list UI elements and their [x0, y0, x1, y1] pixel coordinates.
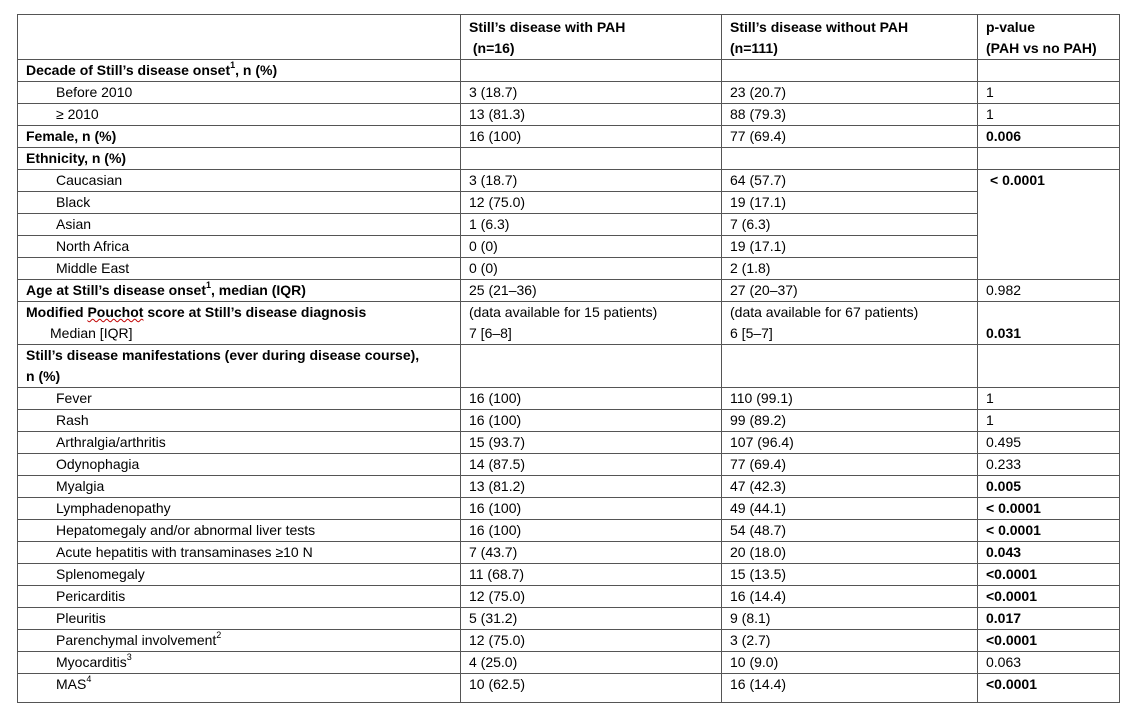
header-row — [18, 15, 1120, 60]
with-pah-value: 13 (81.3) — [461, 104, 722, 126]
ethnicity-section-label: Ethnicity, n (%) — [18, 148, 461, 170]
without-pah-value: 64 (57.7) — [722, 170, 978, 192]
row-label: Myocarditis$^3$ — [18, 652, 461, 674]
with-pah-value: 25 (21–36) — [461, 280, 722, 302]
without-pah-value: 107 (96.4) — [722, 432, 978, 454]
with-pah-value: 5 (31.2) — [461, 608, 722, 630]
with-pah-value: 16 (100) — [461, 410, 722, 432]
with-pah-value: 16 (100) — [461, 520, 722, 542]
p-value: 0.063 — [978, 652, 1120, 674]
row-label: Age at Still’s disease onset$^1$, median (IQR) — [18, 280, 461, 302]
with-pah-value: 0 (0) — [461, 258, 722, 280]
table-row — [18, 258, 1120, 280]
table-row — [18, 82, 1120, 104]
age-row — [18, 280, 1120, 302]
with-pah-value: 3 (18.7) — [461, 170, 722, 192]
header-empty-cell — [18, 15, 461, 60]
pouchot-label — [18, 302, 461, 345]
with-pah-value: 12 (75.0) — [461, 192, 722, 214]
header-without-pah-title: Still’s disease without PAH — [730, 19, 909, 35]
row-label: Arthralgia/arthritis — [18, 432, 461, 454]
header-without-pah — [722, 15, 978, 60]
manifestations-section-label: Still’s disease manifestations (ever during disease course), n (%) — [18, 345, 461, 388]
row-label: MAS$^4$ — [18, 674, 461, 703]
header-p-value — [978, 15, 1120, 60]
decade-section-label: Decade of Still’s disease onset$^1$, n (%) — [18, 60, 461, 82]
without-pah-value: 15 (13.5) — [722, 564, 978, 586]
without-pah-value: 54 (48.7) — [722, 520, 978, 542]
p-value: 1 — [978, 388, 1120, 410]
table-row — [18, 454, 1120, 476]
ethnicity-p-value: < 0.0001 — [978, 170, 1120, 280]
without-pah-value: 88 (79.3) — [722, 104, 978, 126]
header-p-value-sub: (PAH vs no PAH) — [986, 40, 1097, 56]
decade-section-row — [18, 60, 1120, 82]
row-label: Female, n (%) — [18, 126, 461, 148]
ethnicity-section-row — [18, 148, 1120, 170]
p-value: 0.982 — [978, 280, 1120, 302]
p-value: 0.043 — [978, 542, 1120, 564]
pouchot-p-value: 0.031 — [978, 302, 1120, 345]
without-pah-value: 49 (44.1) — [722, 498, 978, 520]
table-container — [17, 14, 1120, 703]
row-label: Pleuritis — [18, 608, 461, 630]
without-pah-value: 10 (9.0) — [722, 652, 978, 674]
empty-cell — [461, 60, 722, 82]
pouchot-sublabel: Median [IQR] — [50, 325, 133, 341]
empty-cell — [978, 60, 1120, 82]
p-value: < 0.0001 — [978, 498, 1120, 520]
p-value: <0.0001 — [978, 564, 1120, 586]
header-with-pah-title: Still’s disease with PAH — [469, 19, 626, 35]
p-value: 0.017 — [978, 608, 1120, 630]
with-pah-value: 3 (18.7) — [461, 82, 722, 104]
empty-cell — [722, 60, 978, 82]
empty-cell — [722, 345, 978, 388]
row-label: ≥ 2010 — [18, 104, 461, 126]
without-pah-value: 9 (8.1) — [722, 608, 978, 630]
row-label: Caucasian — [18, 170, 461, 192]
p-value: 0.005 — [978, 476, 1120, 498]
without-pah-value: 77 (69.4) — [722, 454, 978, 476]
with-pah-value: 7 (43.7) — [461, 542, 722, 564]
table-row — [18, 410, 1120, 432]
table-row — [18, 586, 1120, 608]
without-pah-value: 16 (14.4) — [722, 674, 978, 703]
without-pah-value: 77 (69.4) — [722, 126, 978, 148]
header-with-pah — [461, 15, 722, 60]
header-p-value-title: p-value — [986, 19, 1036, 35]
without-pah-value: 23 (20.7) — [722, 82, 978, 104]
table-row — [18, 564, 1120, 586]
table-row — [18, 542, 1120, 564]
empty-cell — [722, 148, 978, 170]
with-pah-value: 4 (25.0) — [461, 652, 722, 674]
without-pah-value: 16 (14.4) — [722, 586, 978, 608]
without-pah-value: 99 (89.2) — [722, 410, 978, 432]
table-row — [18, 520, 1120, 542]
table-row — [18, 104, 1120, 126]
with-pah-value: 14 (87.5) — [461, 454, 722, 476]
with-pah-value: 11 (68.7) — [461, 564, 722, 586]
empty-cell — [978, 148, 1120, 170]
header-with-pah-n: (n=16) — [469, 40, 515, 56]
row-label: Myalgia — [18, 476, 461, 498]
pouchot-title: Modified Pouchot score at Still’s disease diagnosis — [26, 304, 367, 320]
pouchot-with-pah: (data available for 15 patients) 7 [6–8] — [461, 302, 722, 345]
row-label: Middle East — [18, 258, 461, 280]
header-without-pah-n: (n=111) — [730, 40, 778, 56]
p-value: 0.495 — [978, 432, 1120, 454]
row-label: North Africa — [18, 236, 461, 258]
without-pah-value: 7 (6.3) — [722, 214, 978, 236]
p-value: 0.233 — [978, 454, 1120, 476]
comparison-table — [17, 14, 1120, 703]
p-value: 1 — [978, 410, 1120, 432]
table-row — [18, 214, 1120, 236]
row-label: Rash — [18, 410, 461, 432]
with-pah-value: 0 (0) — [461, 236, 722, 258]
p-value: 1 — [978, 104, 1120, 126]
table-row — [18, 388, 1120, 410]
table-row — [18, 498, 1120, 520]
table-row — [18, 608, 1120, 630]
row-label: Pericarditis — [18, 586, 461, 608]
with-pah-value: 15 (93.7) — [461, 432, 722, 454]
table-row — [18, 236, 1120, 258]
p-value: <0.0001 — [978, 586, 1120, 608]
row-label: Fever — [18, 388, 461, 410]
table-row — [18, 476, 1120, 498]
with-pah-value: 16 (100) — [461, 388, 722, 410]
without-pah-value: 19 (17.1) — [722, 236, 978, 258]
with-pah-value: 16 (100) — [461, 498, 722, 520]
empty-cell — [461, 148, 722, 170]
row-label: Before 2010 — [18, 82, 461, 104]
p-value: 0.006 — [978, 126, 1120, 148]
row-label: Asian — [18, 214, 461, 236]
row-label: Acute hepatitis with transaminases ≥10 N — [18, 542, 461, 564]
row-label: Lymphadenopathy — [18, 498, 461, 520]
without-pah-value: 2 (1.8) — [722, 258, 978, 280]
row-label: Black — [18, 192, 461, 214]
without-pah-value: 47 (42.3) — [722, 476, 978, 498]
without-pah-value: 20 (18.0) — [722, 542, 978, 564]
row-label: Odynophagia — [18, 454, 461, 476]
empty-cell — [461, 345, 722, 388]
empty-cell — [978, 345, 1120, 388]
table-row — [18, 674, 1120, 703]
row-label: Hepatomegaly and/or abnormal liver tests — [18, 520, 461, 542]
with-pah-value: 16 (100) — [461, 126, 722, 148]
pouchot-without-pah: (data available for 67 patients) 6 [5–7] — [722, 302, 978, 345]
p-value: < 0.0001 — [978, 520, 1120, 542]
row-label: Parenchymal involvement$^2$ — [18, 630, 461, 652]
with-pah-value: 12 (75.0) — [461, 630, 722, 652]
without-pah-value: 3 (2.7) — [722, 630, 978, 652]
table-row — [18, 630, 1120, 652]
manifestations-section-row — [18, 345, 1120, 388]
p-value: <0.0001 — [978, 630, 1120, 652]
row-label: Splenomegaly — [18, 564, 461, 586]
with-pah-value: 13 (81.2) — [461, 476, 722, 498]
p-value: <0.0001 — [978, 674, 1120, 703]
table-row — [18, 652, 1120, 674]
without-pah-value: 110 (99.1) — [722, 388, 978, 410]
without-pah-value: 19 (17.1) — [722, 192, 978, 214]
with-pah-value: 10 (62.5) — [461, 674, 722, 703]
with-pah-value: 12 (75.0) — [461, 586, 722, 608]
table-row — [18, 192, 1120, 214]
pouchot-row — [18, 302, 1120, 345]
without-pah-value: 27 (20–37) — [722, 280, 978, 302]
with-pah-value: 1 (6.3) — [461, 214, 722, 236]
table-row — [18, 432, 1120, 454]
female-row — [18, 126, 1120, 148]
p-value: 1 — [978, 82, 1120, 104]
table-row — [18, 170, 1120, 192]
